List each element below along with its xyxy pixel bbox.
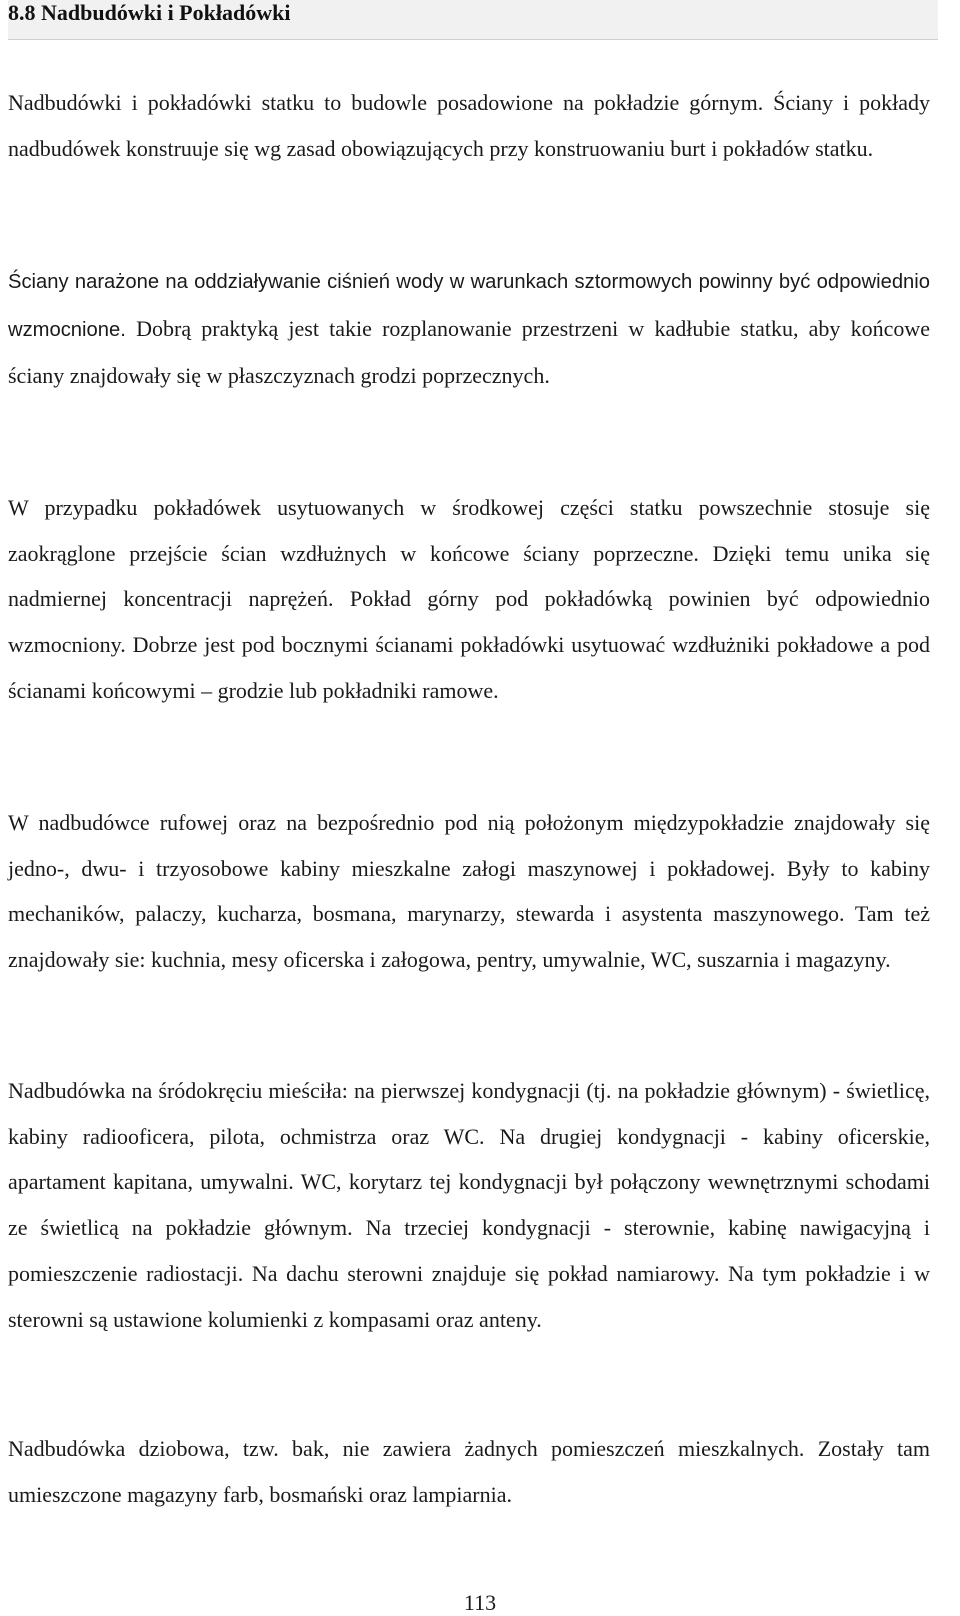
- section-title: 8.8 Nadbudówki i Pokładówki: [8, 0, 291, 25]
- paragraph-2-part-a: Ściany narażone na oddziaływanie ciśnień wody w warunkach sztormowych powinny być odpowiednio wzmocnione.: [8, 271, 930, 341]
- page-number: 113: [463, 1590, 497, 1615]
- paragraph-4: W nadbudówce rufowej oraz na bezpośrednio pod nią położonym międzypokładzie znajdowały się jedno-, dwu- i trzyosobowe kabiny mieszkalne załogi maszynowej i pokładowej. Były to kabiny mechaników, palaczy, kucharza, bosmana, marynarzy, stewarda i asystenta maszynowego. Tam też znajdowały sie: kuchnia, mesy oficerska i załogowa, pentry, umywalnie, WC, suszarnia i magazyny.: [8, 810, 930, 973]
- paragraph-5: Nadbudówka na śródokręciu mieściła: na pierwszej kondygnacji (tj. na pokładzie głównym) - świetlicę, kabiny radiooficera, pilota, ochmistrza oraz WC. Na drugiej kondygnacji - kabiny oficerskie, apartament kapitana, umywalni. WC, korytarz tej kondygnacji był połączony wewnętrznymi schodami ze świetlicą na pokładzie głównym. Na trzeciej kondygnacji - sterownie, kabinę nawigacyjną i pomieszczenie radiostacji. Na dachu sterowni znajduje się pokład namiarowy. Na tym pokładzie i w sterowni są ustawione kolumienki z kompasami oraz anteny.: [8, 1078, 930, 1332]
- paragraph-2-part-b: Dobrą praktyką jest takie rozplanowanie przestrzeni w kadłubie statku, aby końcowe ściany znajdowały się w płaszczyznach grodzi poprzecznych.: [8, 315, 931, 389]
- paragraph-1: Nadbudówki i pokładówki statku to budowle posadowione na pokładzie górnym. Ściany i pokłady nadbudówek konstruuje się wg zasad obowiązujących przy konstruowaniu burt i pokładów statku.: [8, 90, 930, 161]
- paragraph-6: Nadbudówka dziobowa, tzw. bak, nie zawiera żadnych pomieszczeń mieszkalnych. Zostały tam umieszczone magazyny farb, bosmański oraz lampiarnia.: [8, 1436, 930, 1507]
- paragraph-3: W przypadku pokładówek usytuowanych w środkowej części statku powszechnie stosuje się zaokrąglone przejście ścian wzdłużnych w końcowe ściany poprzeczne. Dzięki temu unika się nadmiernej koncentracji naprężeń. Pokład górny pod pokładówką powinien być odpowiednio wzmocniony. Dobrze jest pod bocznymi ścianami pokładówki usytuować wzdłużniki pokładowe a pod ścianami końcowymi – grodzie lub pokładniki ramowe.: [8, 495, 930, 703]
- paragraph-2: [8, 260, 930, 401]
- section-heading: [8, 0, 938, 40]
